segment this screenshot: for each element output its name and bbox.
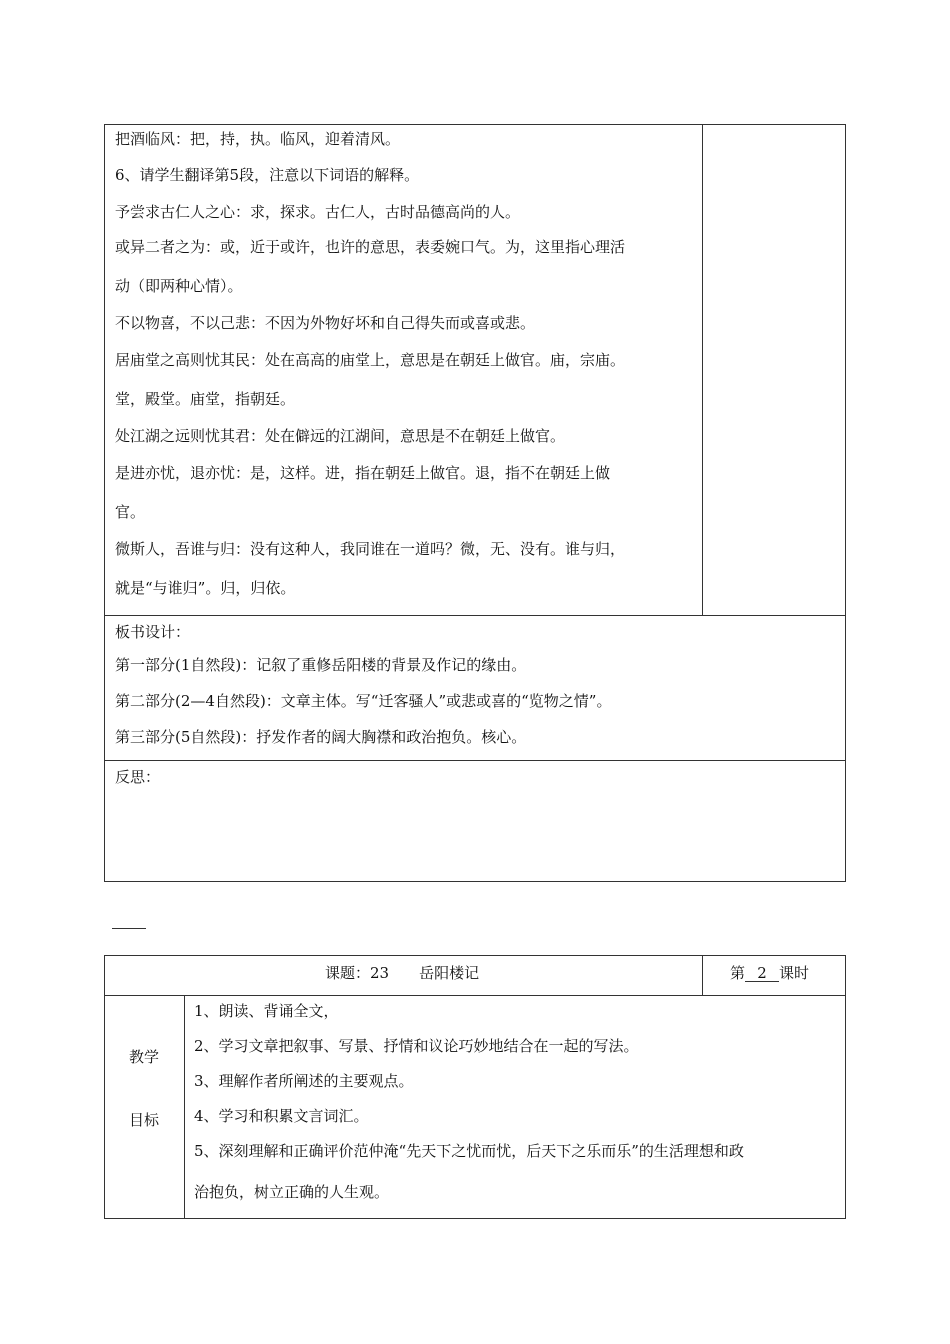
- objective-item: 治抱负，树立正确的人生观。: [194, 1183, 390, 1201]
- note-line: 动（即两种心情）。: [115, 277, 243, 295]
- header-body-divider: [104, 995, 846, 996]
- objective-item: 2、学习文章把叙事、写景、抒情和议论巧妙地结合在一起的写法。: [194, 1037, 639, 1055]
- note-line: 处江湖之远则忧其君：处在僻远的江湖间，意思是不在朝廷上做官。: [115, 427, 566, 445]
- note-line: 或异二者之为：或，近于或许，也许的意思，表委婉口气。为，这里指心理活: [115, 238, 626, 256]
- separator-mark: [112, 928, 146, 929]
- objectives-label-top: 教学: [128, 1048, 159, 1066]
- note-line: 居庙堂之高则忧其民：处在高高的庙堂上，意思是在朝廷上做官。庙，宗庙。: [115, 351, 626, 369]
- objective-item: 1、朗读、背诵全文，: [194, 1002, 339, 1020]
- topic-label: 课题：23: [325, 964, 390, 982]
- notes-board-divider: [104, 615, 846, 616]
- board-design-heading: 板书设计：: [115, 623, 191, 641]
- lesson-period: [730, 963, 809, 983]
- note-line: 是进亦忧，退亦忧：是，这样。进，指在朝廷上做官。退，指不在朝廷上做: [115, 464, 611, 482]
- period-number: 2: [745, 965, 779, 982]
- note-line: 予尝求古仁人之心：求，探求。古仁人，古时品德高尚的人。: [115, 203, 521, 221]
- label-content-divider: [184, 995, 185, 1219]
- lesson-topic: [325, 963, 479, 983]
- note-line: 微斯人，吾谁与归：没有这种人，我同谁在一道吗？微，无、没有。谁与归，: [115, 540, 626, 558]
- period-suffix: 课时: [779, 964, 810, 982]
- note-line: 不以物喜，不以己悲：不因为外物好坏和自己得失而或喜或悲。: [115, 314, 536, 332]
- reflection-heading: 反思：: [115, 768, 161, 786]
- note-line: 官。: [115, 503, 146, 521]
- board-line: 第一部分(1自然段)：记叙了重修岳阳楼的背景及作记的缘由。: [115, 656, 527, 674]
- note-line: 把酒临风：把，持，执。临风，迎着清风。: [115, 130, 401, 148]
- board-line: 第二部分(2—4自然段)：文章主体。写“迁客骚人”或悲或喜的“览物之情”。: [115, 692, 612, 710]
- objective-item: 4、学习和积累文言词汇。: [194, 1107, 369, 1125]
- objective-item: 5、深刻理解和正确评价范仲淹“先天下之忧而忧，后天下之乐而乐”的生活理想和政: [194, 1142, 744, 1160]
- note-line: 6、请学生翻译第5段，注意以下词语的解释。: [115, 166, 420, 184]
- notes-column-divider: [702, 124, 703, 615]
- board-line: 第三部分(5自然段)：抒发作者的阔大胸襟和政治抱负。核心。: [115, 728, 527, 746]
- topic-lesson-divider: [702, 955, 703, 995]
- note-line: 就是“与谁归”。归，归依。: [115, 579, 296, 597]
- objectives-label-bottom: 目标: [128, 1111, 159, 1129]
- topic-title: 岳阳楼记: [419, 964, 480, 982]
- period-prefix: 第: [730, 964, 746, 982]
- note-line: 堂，殿堂。庙堂，指朝廷。: [115, 390, 296, 408]
- board-reflection-divider: [104, 760, 846, 761]
- objective-item: 3、理解作者所阐述的主要观点。: [194, 1072, 414, 1090]
